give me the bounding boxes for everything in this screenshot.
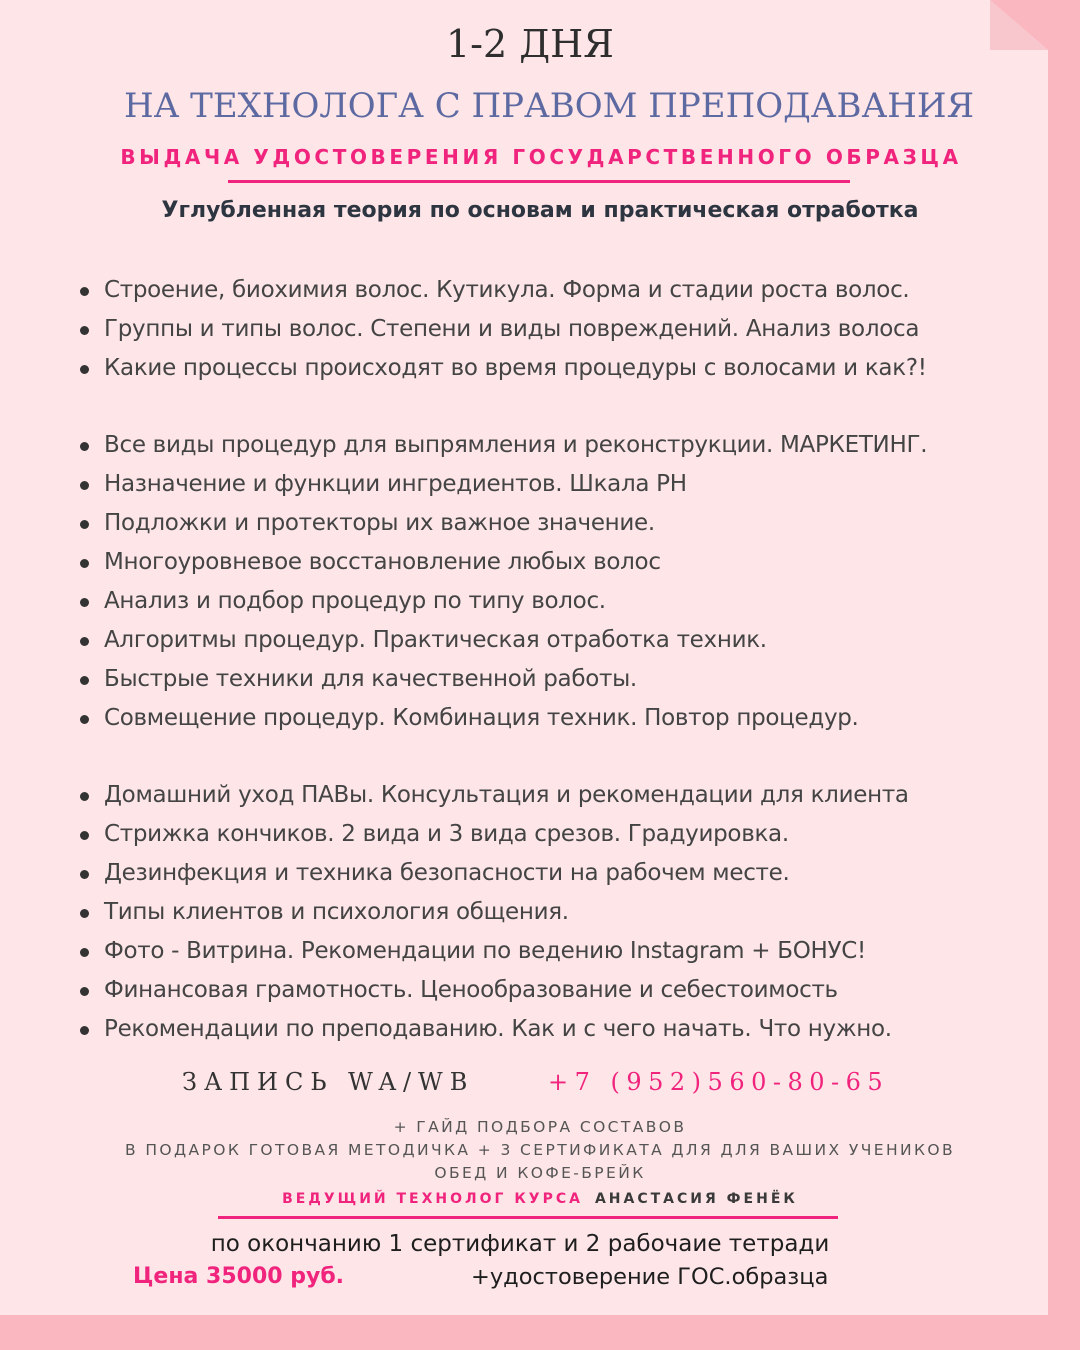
list-item (78, 310, 927, 349)
list-item (78, 621, 927, 660)
certificate-underline (228, 180, 850, 183)
list-item (78, 543, 927, 582)
bullet-icon (80, 637, 89, 646)
list-item-text: Фото - Витрина. Рекомендации по ведению Instagram + БОНУС! (104, 938, 866, 964)
list-item-text: Строение, биохимия волос. Кутикула. Форма и стадии роста волос. (104, 277, 910, 303)
bullet-icon (80, 792, 89, 801)
duration-title: 1-2 ДНЯ (446, 22, 614, 66)
license-note: +удостоверение ГОС.образца (471, 1264, 829, 1290)
list-item (78, 349, 927, 388)
gift-line-manual: В ПОДАРОК ГОТОВАЯ МЕТОДИЧКА + 3 СЕРТИФИКАТА ДЛЯ ДЛЯ ВАШИХ УЧЕНИКОВ (124, 1141, 956, 1159)
bullet-icon (80, 715, 89, 724)
lead-technologist (0, 1191, 1080, 1207)
list-item-text: Многоуровневое восстановление любых волос (104, 549, 661, 575)
bullet-icon (80, 870, 89, 879)
topic-list-2 (78, 426, 927, 738)
lead-name: АНАСТАСИЯ ФЕНЁК (594, 1191, 798, 1207)
list-item (78, 854, 909, 893)
bullet-icon (80, 287, 89, 296)
bullet-icon (80, 598, 89, 607)
list-item (78, 932, 909, 971)
list-item (78, 504, 927, 543)
booking-label: ЗАПИСЬ WA/WB (182, 1068, 475, 1096)
completion-note: по окончанию 1 сертификат и 2 рабочаие тетради (210, 1231, 830, 1257)
bullet-icon (80, 1026, 89, 1035)
gift-line-lunch: ОБЕД И КОФЕ-БРЕЙК (434, 1164, 646, 1182)
list-item (78, 1010, 909, 1049)
list-item (78, 465, 927, 504)
list-item-text: Назначение и функции ингредиентов. Шкала PH (104, 471, 687, 497)
certificate-banner: ВЫДАЧА УДОСТОВЕРЕНИЯ ГОСУДАРСТВЕННОГО ОБРАЗЦА (120, 145, 962, 169)
price-tag: Цена 35000 руб. (133, 1264, 345, 1289)
list-item (78, 776, 909, 815)
bullet-icon (80, 987, 89, 996)
bullet-icon (80, 909, 89, 918)
bullet-icon (80, 520, 89, 529)
lead-label: ВЕДУЩИЙ ТЕХНОЛОГ КУРСА (282, 1191, 583, 1207)
list-item (78, 971, 909, 1010)
list-item-text: Домашний уход ПАВы. Консультация и рекомендации для клиента (104, 782, 909, 808)
bullet-icon (80, 559, 89, 568)
bullet-icon (80, 365, 89, 374)
list-item-text: Рекомендации по преподаванию. Как и с чего начать. Что нужно. (104, 1016, 892, 1042)
gift-line-guide: + ГАЙД ПОДБОРА СОСТАВОВ (393, 1118, 687, 1136)
list-item (78, 582, 927, 621)
bullet-icon (80, 676, 89, 685)
bullet-icon (80, 948, 89, 957)
list-item (78, 893, 909, 932)
list-item-text: Алгоритмы процедур. Практическая отработка техник. (104, 627, 767, 653)
list-item (78, 426, 927, 465)
list-item-text: Анализ и подбор процедур по типу волос. (104, 588, 606, 614)
list-item (78, 271, 927, 310)
list-item (78, 699, 927, 738)
bullet-icon (80, 481, 89, 490)
lead-underline (218, 1216, 838, 1219)
list-item-text: Подложки и протекторы их важное значение. (104, 510, 655, 536)
bullet-icon (80, 326, 89, 335)
bullet-icon (80, 442, 89, 451)
list-item-text: Совмещение процедур. Комбинация техник. Повтор процедур. (104, 705, 859, 731)
topic-list-3 (78, 776, 909, 1049)
list-item-text: Финансовая грамотность. Ценообразование и себестоимость (104, 977, 838, 1003)
list-item (78, 815, 909, 854)
list-item-text: Типы клиентов и психология общения. (104, 899, 569, 925)
phone-number[interactable]: +7 (952)560-80-65 (548, 1068, 890, 1096)
list-item-text: Все виды процедур для выпрямления и реконструкции. МАРКЕТИНГ. (104, 432, 928, 458)
list-item-text: Стрижка кончиков. 2 вида и 3 вида срезов. Градуировка. (104, 821, 789, 847)
course-subtitle: НА ТЕХНОЛОГА С ПРАВОМ ПРЕПОДАВАНИЯ (123, 86, 975, 126)
intro-heading: Углубленная теория по основам и практическая отработка (161, 198, 919, 223)
list-item-text: Дезинфекция и техника безопасности на рабочем месте. (104, 860, 790, 886)
bullet-icon (80, 831, 89, 840)
list-item-text: Группы и типы волос. Степени и виды повреждений. Анализ волоса (104, 316, 920, 342)
list-item (78, 660, 927, 699)
list-item-text: Быстрые техники для качественной работы. (104, 666, 637, 692)
list-item-text: Какие процессы происходят во время процедуры с волосами и как?! (104, 355, 927, 381)
topic-list-1 (78, 271, 927, 388)
